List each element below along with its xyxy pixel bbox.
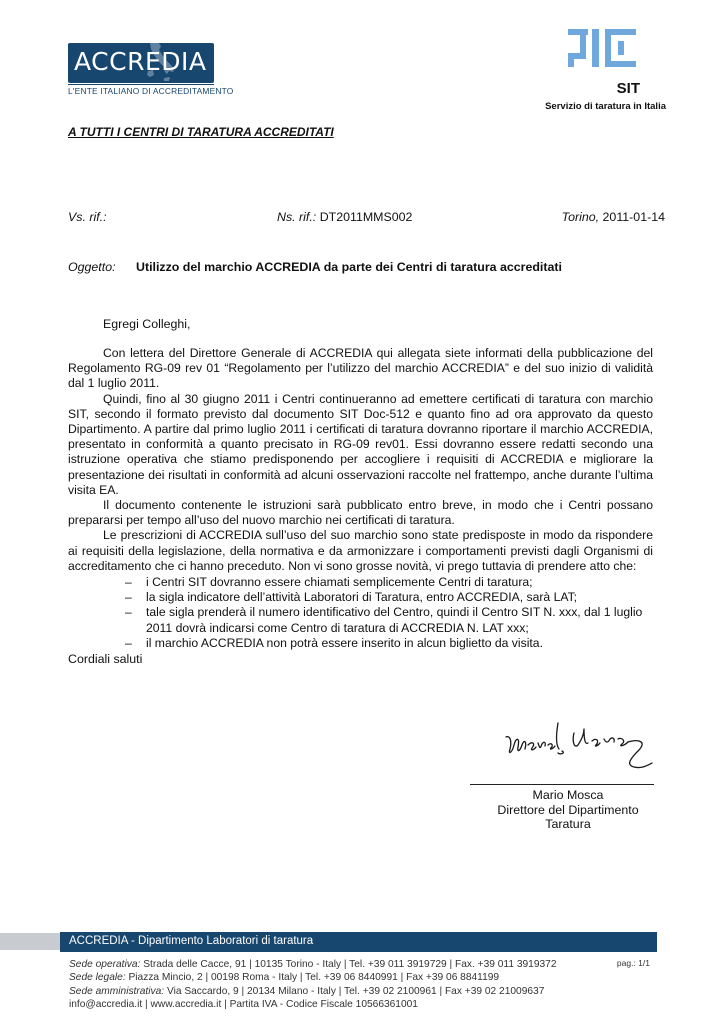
closing: Cordiali saluti	[68, 652, 143, 666]
your-reference	[68, 210, 107, 224]
bullet-list	[68, 575, 653, 651]
sit-logo-icon	[566, 27, 638, 71]
dash-icon: –	[125, 575, 132, 590]
footer-line	[69, 998, 557, 1011]
list-item-text: il marchio ACCREDIA non potrà essere inserito in alcun biglietto da visita.	[146, 635, 543, 650]
footer-line	[69, 985, 557, 998]
dash-icon: –	[125, 635, 132, 650]
signatory-department: Taratura	[545, 817, 591, 832]
list-item-text: tale sigla prenderà il numero identificativo del Centro, quindi il Centro SIT N. xxx, dal 1 luglio 2011 dovrà indicarsi come Centro di taratura di ACCREDIA N. LAT xxx;	[146, 605, 643, 635]
footer-line-label: Sede operativa:	[69, 959, 141, 970]
paragraph: Il documento contenente le istruzioni sarà pubblicato entro breve, in modo che i Centri possano prepararsi per tempo all’uso del nuovo marchio nei certificati di taratura.	[68, 498, 653, 528]
list-item-text: i Centri SIT dovranno essere chiamati semplicemente Centri di taratura;	[146, 575, 533, 590]
list-item	[68, 590, 653, 605]
accredia-logo-box	[68, 43, 214, 83]
greeting: Egregi Colleghi,	[103, 317, 191, 331]
footer-line-text: Strada delle Cacce, 91 | 10135 Torino - Italy | Tel. +39 011 3919729 | Fax. +39 011 3919372	[143, 959, 557, 970]
list-item	[68, 575, 653, 590]
footer-title: ACCREDIA - Dipartimento Laboratori di taratura	[69, 935, 314, 947]
accredia-tagline: L'ENTE ITALIANO DI ACCREDITAMENTO	[68, 86, 234, 96]
paragraph: Quindi, fino al 30 giugno 2011 i Centri continueranno ad emettere certificati di taratura con marchio SIT, secondo il formato previsto dal documento SIT Doc-512 e quanto fino ad ora approvato da questo Dipartimento. A partire dal primo luglio 2011 i certificati di taratura dovranno riportare il marchio ACCREDIA, presentato in conformità a quanto precisato in RG-09 rev01. Essi dovranno essere redatti secondo una istruzione operativa che stiamo predisponendo per accogliere i requisiti di ACCREDIA e migliorare la presentazione dei risultati in conformità ad alcuni osservazioni raccolte nel frattempo, anche durante l’ultima visita EA.	[68, 391, 653, 497]
our-reference-label: Ns. rif.:	[277, 210, 317, 224]
footer-line-text: info@accredia.it | www.accredia.it | Partita IVA - Codice Fiscale 10566361001	[69, 999, 418, 1011]
letter-body	[68, 346, 653, 651]
footer-line	[69, 971, 557, 984]
recipient-line: A TUTTI I CENTRI DI TARATURA ACCREDITATI	[68, 125, 334, 139]
subject-label: Oggetto:	[68, 260, 116, 274]
place: Torino,	[561, 210, 600, 224]
sit-name: SIT	[616, 80, 640, 97]
signature-line	[470, 784, 654, 785]
handwritten-signature	[498, 715, 658, 777]
footer-line-text: Piazza Mincio, 2 | 00198 Roma - Italy | Tel. +39 06 8440991 | Fax +39 06 8841199	[128, 972, 500, 984]
paragraph: Le prescrizioni di ACCREDIA sull’uso del suo marchio sono state predisposte in modo da rispondere ai requisiti della legislazione, della normativa e da armonizzare i comportamenti previsti dagli Organismi di accreditamento che ci hanno preceduto. Non vi sono grosse novità, vi prego tuttavia di prendere atto che:	[68, 528, 653, 573]
signatory-role: Direttore del Dipartimento	[497, 802, 639, 817]
sit-subtitle: Servizio di taratura in Italia	[545, 101, 666, 112]
footer-line-label: Sede amministrativa:	[69, 985, 165, 997]
your-reference-label: Vs. rif.:	[68, 210, 107, 224]
page-number: pag.: 1/1	[616, 958, 650, 968]
dash-icon: –	[125, 605, 132, 620]
list-item-text: la sigla indicatore dell’attività Laboratori di Taratura, entro ACCREDIA, sarà LAT;	[146, 590, 578, 605]
date: 2011-01-14	[602, 210, 665, 224]
our-reference-value: DT2011MMS002	[319, 210, 413, 224]
footer-line-label: Sede legale:	[69, 972, 126, 984]
signature-block	[470, 788, 666, 832]
subject-text: Utilizzo del marchio ACCREDIA da parte dei Centri di taratura accreditati	[136, 260, 562, 274]
footer-line	[69, 958, 557, 971]
footer-addresses	[69, 958, 557, 1012]
paragraph: Con lettera del Direttore Generale di ACCREDIA qui allegata siete informati della pubblicazione del Regolamento RG-09 rev 01 “Regolamento per l’utilizzo del marchio ACCREDIA” e del suo inizio di validità dal 1 luglio 2011.	[68, 346, 653, 391]
dash-icon: –	[125, 590, 132, 605]
our-reference	[277, 210, 412, 224]
footer-line-text: Via Saccardo, 9 | 20134 Milano - Italy | Tel. +39 02 2100961 | Fax +39 02 21009637	[166, 985, 545, 997]
list-item	[68, 636, 653, 651]
place-date	[562, 210, 665, 224]
list-item	[68, 605, 653, 635]
signatory-name: Mario Mosca	[532, 788, 604, 802]
subject-line	[68, 260, 562, 274]
accredia-wordmark: ACCREDIA	[74, 47, 207, 76]
accredia-logo	[68, 43, 234, 98]
